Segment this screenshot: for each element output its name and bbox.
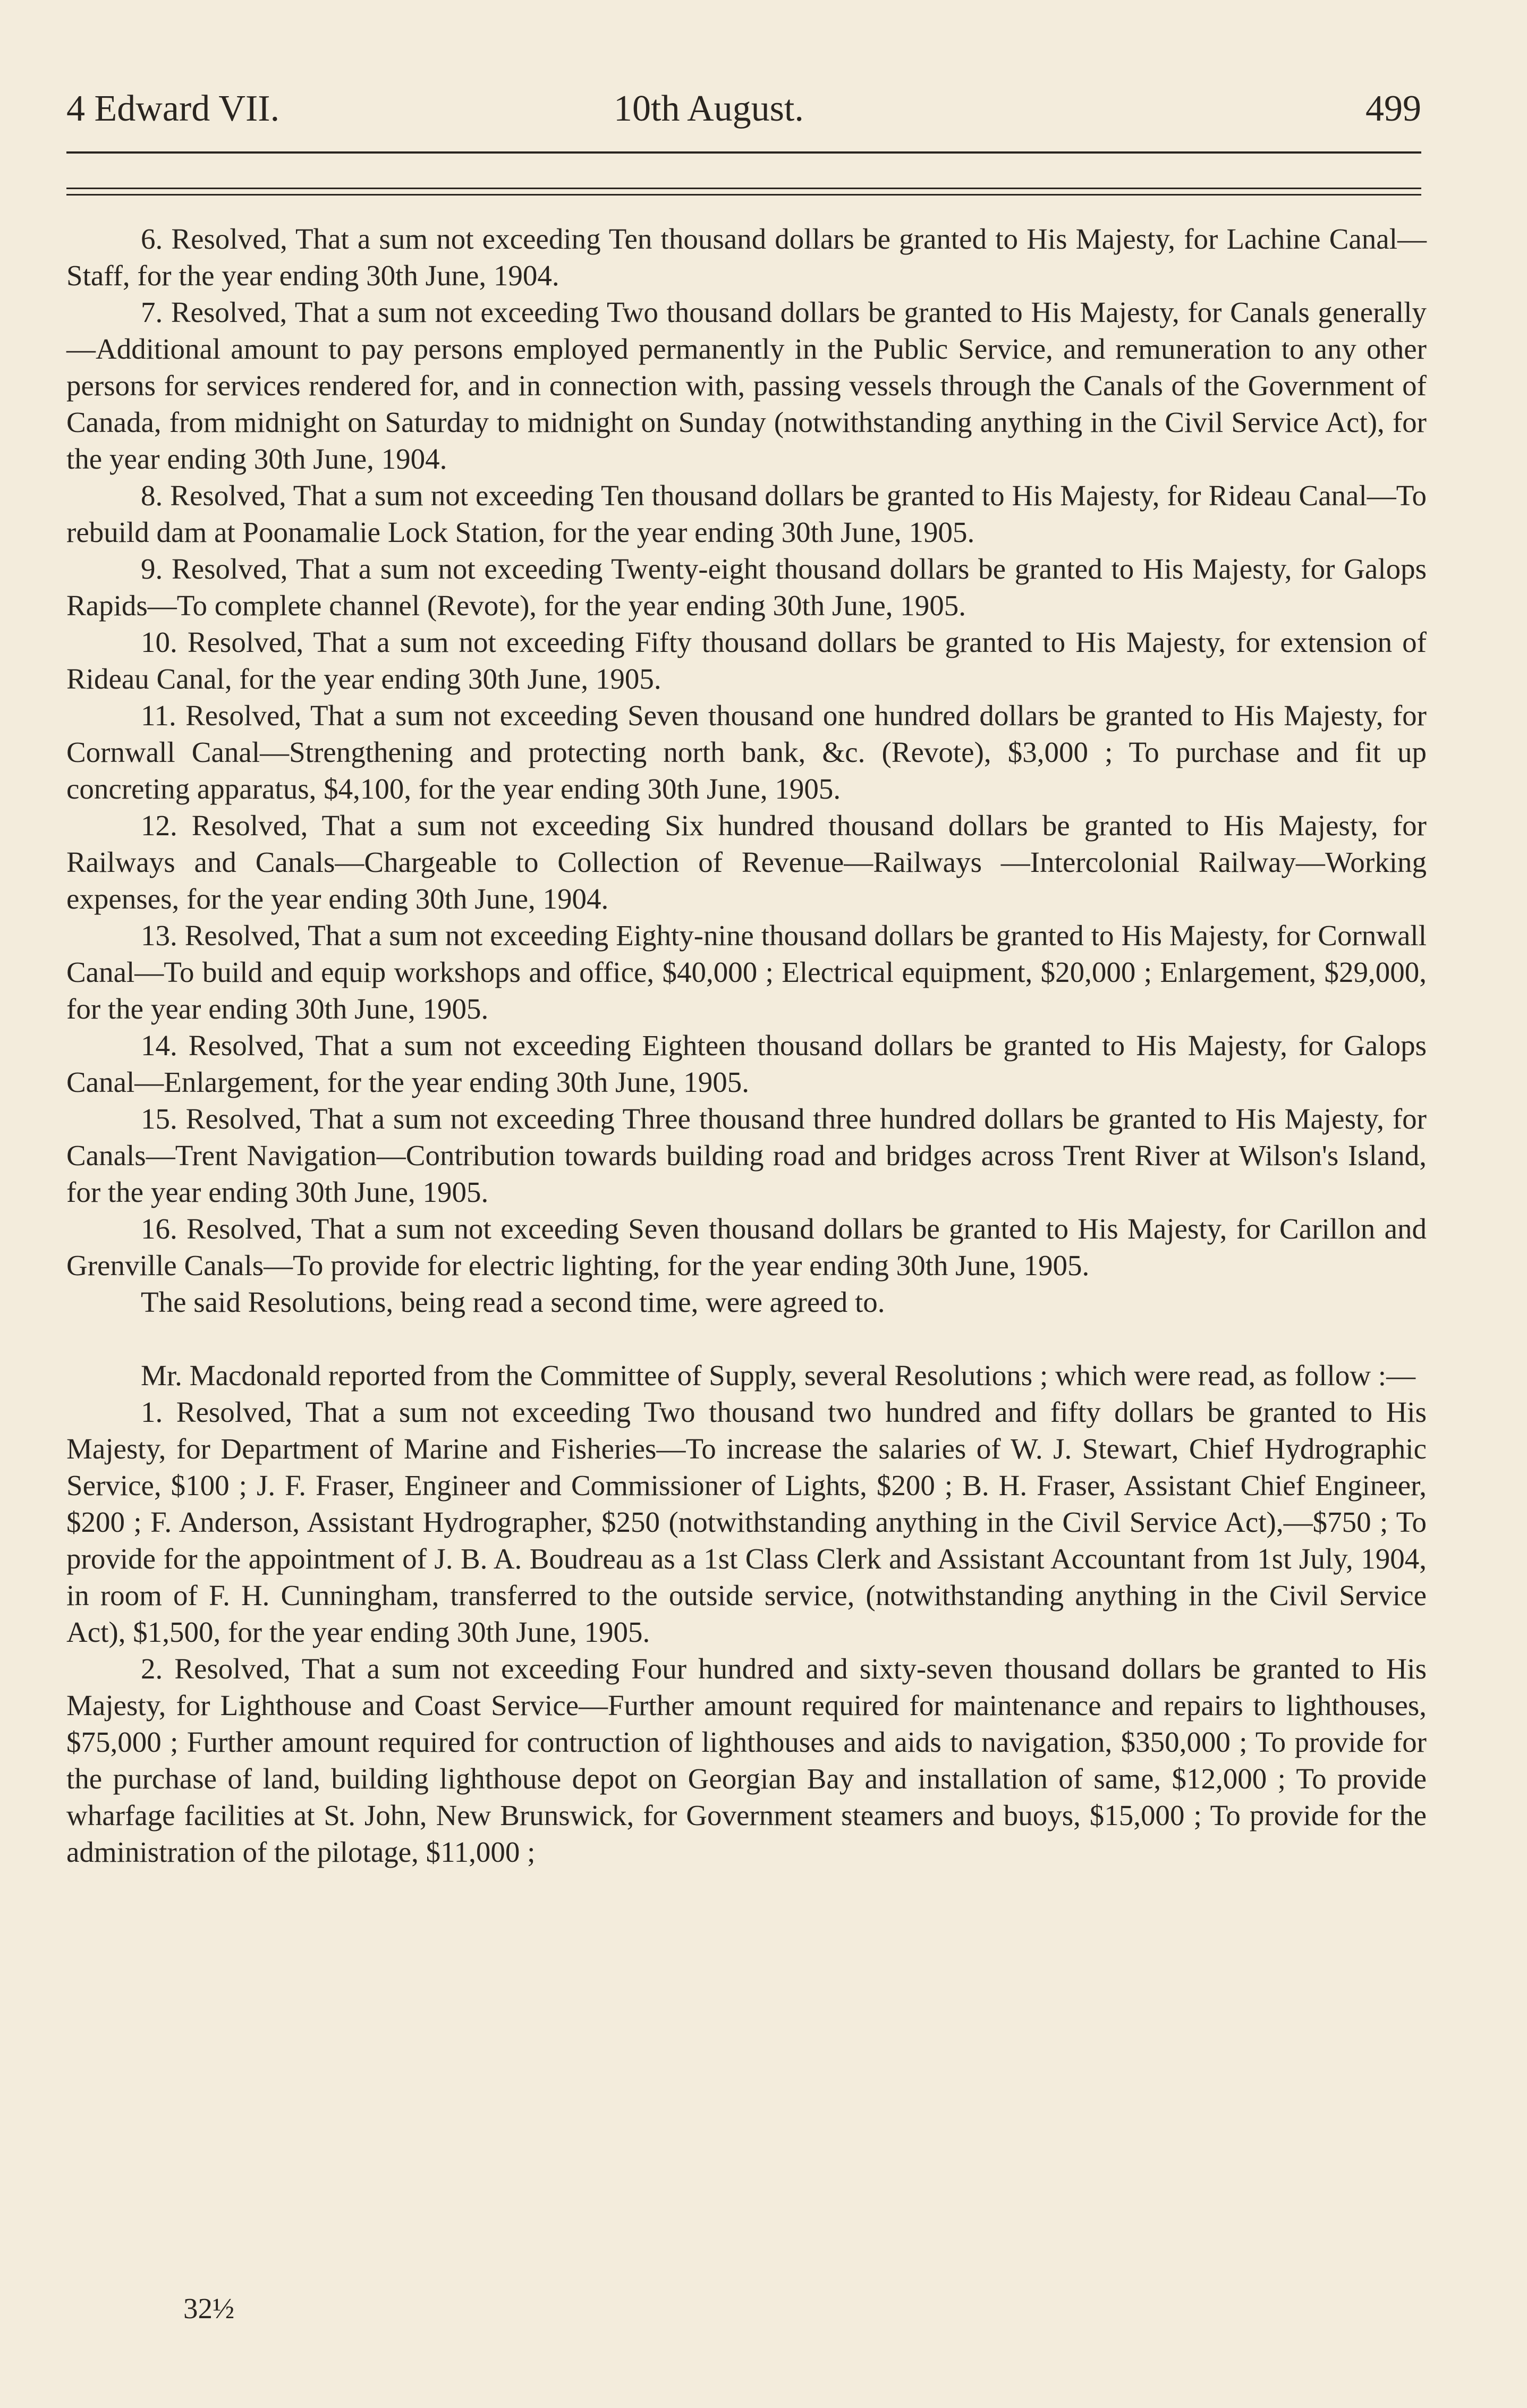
resolution-13: 13. Resolved, That a sum not exceeding Eighty-nine thousand dollars be granted to His Majesty, for Cornwall Canal—To build and equip workshops and office, $40,000 ; Electrical equipment, $20,000 ; Enlargement, $29,000, for the year ending 30th June, 1905. — [66, 919, 1427, 1025]
agreement-statement: The said Resolutions, being read a second time, were agreed to. — [141, 1286, 885, 1318]
resolution-8: 8. Resolved, That a sum not exceeding Ten thousand dollars be granted to His Majesty, for Rideau Canal—To rebuild dam at Poonamalie Lock Station, for the year ending 30th June, 1905. — [66, 479, 1427, 548]
resolution-14: 14. Resolved, That a sum not exceeding Eighteen thousand dollars be granted to His Majesty, for Galops Canal—Enlargement, for the year ending 30th June, 1905. — [66, 1029, 1427, 1098]
resolution-6: 6. Resolved, That a sum not exceeding Ten thousand dollars be granted to His Majesty, for Lachine Canal—Staff, for the year ending 30th June, 1904. — [66, 223, 1427, 292]
running-header — [66, 85, 1421, 133]
committee-report: Mr. Macdonald reported from the Committee of Supply, several Resolutions ; which were read, as follow :— — [141, 1359, 1416, 1392]
resolution-16: 16. Resolved, That a sum not exceeding Seven thousand dollars be granted to His Majesty, for Carillon and Grenville Canals—To provide for electric lighting, for the year ending 30th June, 1905. — [66, 1213, 1427, 1282]
double-rule-top — [66, 188, 1421, 189]
resolution-12: 12. Resolved, That a sum not exceeding Six hundred thousand dollars be granted to His Majesty, for Railways and Canals—Chargeable to Collection of Revenue—Railways —Intercolonial Railway—Working expenses, for the year ending 30th June, 1904. — [66, 809, 1427, 915]
header-rule — [66, 151, 1421, 154]
resolution-7: 7. Resolved, That a sum not exceeding Two thousand dollars be granted to His Majesty, for Canals generally—Additional amount to pay persons employed permanently in the Public Service, and remuneration to any other persons for services rendered for, and in connection with, passing vessels through the Canals of the Government of Canada, from midnight on Saturday to midnight on Sunday (notwithstanding anything in the Civil Service Act), for the year ending 30th June, 1904. — [66, 296, 1427, 475]
page-date: 10th August. — [614, 88, 804, 129]
double-rule-bottom — [66, 194, 1421, 196]
section-gap — [66, 1320, 1427, 1357]
page-number: 499 — [1365, 88, 1421, 129]
signature-mark: 32½ — [183, 2292, 235, 2325]
resolution-9: 9. Resolved, That a sum not exceeding Twenty-eight thousand dollars be granted to His Majesty, for Galops Rapids—To complete channel (Revote), for the year ending 30th June, 1905. — [66, 553, 1427, 622]
body-text — [66, 221, 1427, 1870]
resolution-15: 15. Resolved, That a sum not exceeding Three thousand three hundred dollars be granted to His Majesty, for Canals—Trent Navigation—Contribution towards building road and bridges across Trent River at Wilson's Island, for the year ending 30th June, 1905. — [66, 1103, 1427, 1208]
marine-resolution-2: 2. Resolved, That a sum not exceeding Four hundred and sixty-seven thousand dollars be granted to His Majesty, for Lighthouse and Coast Service—Further amount required for maintenance and repairs to lighthouses, $75,000 ; Further amount required for contruction of lighthouses and aids to navigation, $350,000 ; To provide for the purchase of land, building lighthouse depot on Georgian Bay and installation of same, $12,000 ; To provide wharfage facilities at St. John, New Brunswick, for Government steamers and buoys, $15,000 ; To provide for the administration of the pilotage, $11,000 ; — [66, 1652, 1427, 1868]
regnal-year: 4 Edward VII. — [66, 88, 280, 129]
resolution-11: 11. Resolved, That a sum not exceeding Seven thousand one hundred dollars be granted to His Majesty, for Cornwall Canal—Strengthening and protecting north bank, &c. (Revote), $3,000 ; To purchase and fit up concreting apparatus, $4,100, for the year ending 30th June, 1905. — [66, 699, 1427, 805]
resolution-10: 10. Resolved, That a sum not exceeding Fifty thousand dollars be granted to His Majesty, for extension of Rideau Canal, for the year ending 30th June, 1905. — [66, 626, 1427, 695]
marine-resolution-1: 1. Resolved, That a sum not exceeding Two thousand two hundred and fifty dollars be granted to His Majesty, for Department of Marine and Fisheries—To increase the salaries of W. J. Stewart, Chief Hydrographic Service, $100 ; J. F. Fraser, Engineer and Commissioner of Lights, $200 ; B. H. Fraser, Assistant Chief Engineer, $200 ; F. Anderson, Assistant Hydrographer, $250 (notwithstanding anything in the Civil Service Act),—$750 ; To provide for the appointment of J. B. A. Boudreau as a 1st Class Clerk and Assistant Accountant from 1st July, 1904, in room of F. H. Cunningham, transferred to the outside service, (notwithstanding anything in the Civil Service Act), $1,500, for the year ending 30th June, 1905. — [66, 1396, 1427, 1648]
